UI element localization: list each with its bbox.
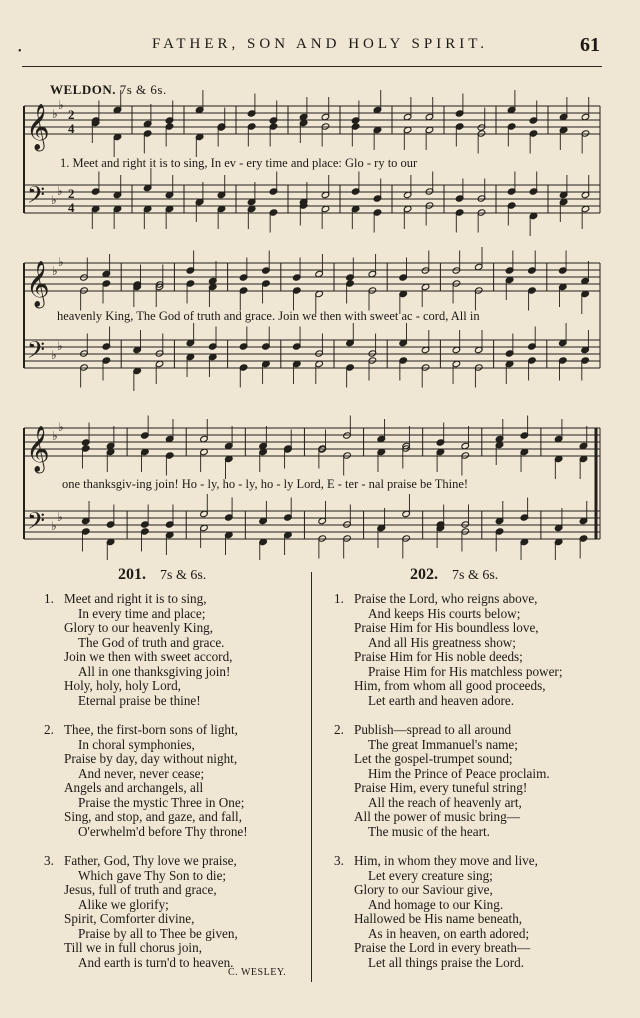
flat-icon: ♭: [57, 339, 63, 353]
verse-line: [334, 752, 562, 767]
column-divider: [311, 572, 312, 982]
verse-line: [334, 636, 562, 651]
verse-line-text: Let earth and heaven adore.: [368, 692, 515, 708]
verse-line-text: Praise the mystic Three in One;: [78, 794, 245, 810]
verse-line-text: In choral symphonies,: [78, 736, 195, 752]
verse-line: [44, 694, 248, 709]
bass-clef-icon: 𝄢: [27, 181, 46, 214]
verse-line: [44, 825, 248, 840]
verse-line: [44, 927, 248, 942]
flat-icon: ♭: [57, 510, 63, 524]
verse-line: [334, 898, 562, 913]
bass-clef-icon: 𝄢: [27, 336, 46, 369]
verse-line: [334, 796, 562, 811]
verse-line-text: O'erwhelm'd before Thy throne!: [78, 823, 248, 839]
verse-number: 2.: [334, 722, 344, 737]
verse-line-text: Thee, the first-born sons of light,: [64, 722, 238, 737]
verse-line-text: And homage to our King.: [368, 896, 504, 912]
verse-line: [334, 810, 562, 825]
lyric-line-2: heavenly King, The God of truth and grace. Join we then with sweet ac - cord, All in: [57, 309, 480, 323]
verse-number: 1.: [334, 591, 344, 606]
verse-line: [334, 927, 562, 942]
verse-line: [334, 650, 562, 665]
verse-line-text: The great Immanuel's name;: [368, 736, 518, 752]
verse-line: [44, 869, 248, 884]
verse: [44, 592, 248, 708]
verse-line-text: Praise Him for His matchless power;: [368, 663, 563, 679]
verse-line: [334, 781, 562, 796]
page-number: 61: [580, 34, 600, 56]
verse: [44, 723, 248, 839]
verse-line: [334, 941, 562, 956]
verse-line: [334, 869, 562, 884]
verse-line-text: Spirit, Comforter divine,: [64, 911, 195, 926]
verse-line: [44, 781, 248, 796]
verse-line-text: All the reach of heavenly art,: [368, 794, 522, 810]
verse-line-text: Glory to our heavenly King,: [64, 620, 214, 635]
flat-icon: ♭: [51, 348, 57, 362]
verse-number: 3.: [44, 853, 54, 868]
verse-line: [44, 767, 248, 782]
verse-line-text: Alike we glorify;: [78, 896, 169, 912]
verse-line-text: Hallowed be His name beneath,: [354, 911, 523, 926]
verse-line-text: Which gave Thy Son to die;: [78, 867, 227, 883]
verse-line: [334, 621, 562, 636]
hymn-201-meter: 7s & 6s.: [160, 568, 207, 583]
verse-line-text: And never, never cease;: [78, 765, 205, 781]
verse-line-text: Praise the Lord, who reigns above,: [354, 591, 538, 606]
verse-line: [334, 679, 562, 694]
verse-number: 3.: [334, 853, 344, 868]
verse: [334, 854, 562, 970]
verse-line: [44, 650, 248, 665]
verse: [334, 592, 562, 708]
flat-icon: ♭: [57, 184, 63, 198]
lyric-line-3: one thanksgiv-ing join! Ho - ly, ho - ly, ho - ly Lord, E - ter - nal praise be Thine!: [62, 477, 469, 491]
verse-line: [44, 738, 248, 753]
margin-mark: •: [18, 46, 22, 57]
hymn-202-meter: 7s & 6s.: [452, 568, 499, 583]
flat-icon: ♭: [52, 264, 58, 278]
verse-line: [334, 854, 562, 869]
running-head: FATHER, SON AND HOLY SPIRIT.: [151, 36, 489, 52]
hymn-201-heading: [118, 566, 206, 584]
verse-line-text: Praise Him, every tuneful string!: [354, 780, 528, 795]
verse-line: [44, 912, 248, 927]
verse-line: [44, 854, 248, 869]
hymn-202-heading: [410, 566, 498, 584]
verse-line-text: Sing, and stop, and gaze, and fall,: [64, 809, 242, 824]
verse-line-text: Praise Him for His boundless love,: [354, 620, 539, 635]
treble-clef-icon: 𝄞: [26, 104, 50, 150]
verse-line-text: The music of the heart.: [368, 823, 490, 839]
treble-clef-icon: 𝄞: [26, 426, 50, 472]
verse-line: [44, 679, 248, 694]
verse-line-text: Him, in whom they move and live,: [354, 853, 538, 868]
verse-line: [334, 956, 562, 971]
verse-line-text: Till we in full chorus join,: [64, 940, 202, 955]
verse-line: [334, 723, 562, 738]
verse-line-text: All in one thanksgiving join!: [78, 663, 231, 679]
verse-line-text: Glory to our Saviour give,: [354, 882, 493, 897]
time-signature: 4: [68, 121, 75, 136]
flat-icon: ♭: [52, 107, 58, 121]
flat-icon: ♭: [58, 98, 64, 112]
verse-line-text: Let every creature sing;: [368, 867, 493, 883]
flat-icon: ♭: [51, 519, 57, 533]
verse-line: [334, 607, 562, 622]
verse-line: [334, 738, 562, 753]
verse-line: [44, 810, 248, 825]
verse-line: [44, 796, 248, 811]
verse-line-text: Let the gospel-trumpet sound;: [354, 751, 513, 766]
time-signature: 2: [68, 107, 75, 122]
verse-line: [44, 883, 248, 898]
hymn-202-verses: [334, 592, 562, 970]
verse-line-text: Eternal praise be thine!: [78, 692, 201, 708]
hymn-201-number: 201.: [118, 566, 146, 583]
lyric-line-1: 1. Meet and right it is to sing, In ev - ery time and place: Glo - ry to our: [60, 156, 418, 170]
hymn-202-number: 202.: [410, 566, 438, 583]
verse-line-text: Him the Prince of Peace proclaim.: [368, 765, 550, 781]
verse-line-text: Let all things praise the Lord.: [368, 954, 525, 970]
verse-line-text: Him, from whom all good proceeds,: [354, 678, 546, 693]
verse-line-text: Meet and right it is to sing,: [64, 591, 207, 606]
verse-line: [44, 665, 248, 680]
verse-line-text: Join we then with sweet accord,: [64, 649, 233, 664]
verse-line: [334, 912, 562, 927]
verse-line-text: And keeps His courts below;: [368, 605, 521, 621]
time-signature: 4: [68, 200, 75, 215]
verse-line-text: Praise Him for His noble deeds;: [354, 649, 523, 664]
verse-line: [44, 621, 248, 636]
verse-line: [44, 636, 248, 651]
verse-line-text: As in heaven, on earth adored;: [368, 925, 530, 941]
verse-line: [334, 767, 562, 782]
tune-meter: 7s & 6s.: [119, 82, 167, 97]
hymn-201-author: C. WESLEY.: [228, 967, 287, 978]
verse-line: [44, 956, 248, 971]
verse-line-text: Father, God, Thy love we praise,: [64, 853, 237, 868]
flat-icon: ♭: [51, 193, 57, 207]
hymn-201-verses: [44, 592, 248, 970]
verse-line-text: In every time and place;: [78, 605, 206, 621]
verse-line-text: And all His greatness show;: [368, 634, 516, 650]
verse-number: 1.: [44, 591, 54, 606]
verse: [334, 723, 562, 839]
verse-line-text: All the power of music bring—: [354, 809, 520, 824]
verse-line-text: Praise by all to Thee be given,: [78, 925, 238, 941]
flat-icon: ♭: [52, 429, 58, 443]
treble-clef-icon: 𝄞: [26, 261, 50, 307]
verse-line: [334, 883, 562, 898]
verse-line-text: Publish—spread to all around: [354, 722, 512, 737]
verse-line: [334, 825, 562, 840]
verse-line-text: Praise by day, day without night,: [64, 751, 238, 766]
verse-number: 2.: [44, 722, 54, 737]
verse-line: [44, 941, 248, 956]
verse-line: [334, 694, 562, 709]
flat-icon: ♭: [58, 255, 64, 269]
tune-name: WELDON.: [50, 82, 116, 97]
verse-line-text: Angels and archangels, all: [64, 780, 204, 795]
verse-line: [44, 592, 248, 607]
verse-line: [44, 898, 248, 913]
verse-line-text: And earth is turn'd to heaven.: [78, 954, 234, 970]
verse: [44, 854, 248, 970]
verse-line: [334, 592, 562, 607]
verse-line: [44, 723, 248, 738]
bass-clef-icon: 𝄢: [27, 507, 46, 540]
flat-icon: ♭: [58, 420, 64, 434]
verse-line: [44, 752, 248, 767]
verse-line-text: The God of truth and grace.: [78, 634, 225, 650]
time-signature: 2: [68, 186, 75, 201]
verse-line-text: Jesus, full of truth and grace,: [64, 882, 217, 897]
verse-line-text: Holy, holy, holy Lord,: [64, 678, 181, 693]
verse-line-text: Praise the Lord in every breath—: [354, 940, 531, 955]
verse-line: [44, 607, 248, 622]
verse-line: [334, 665, 562, 680]
